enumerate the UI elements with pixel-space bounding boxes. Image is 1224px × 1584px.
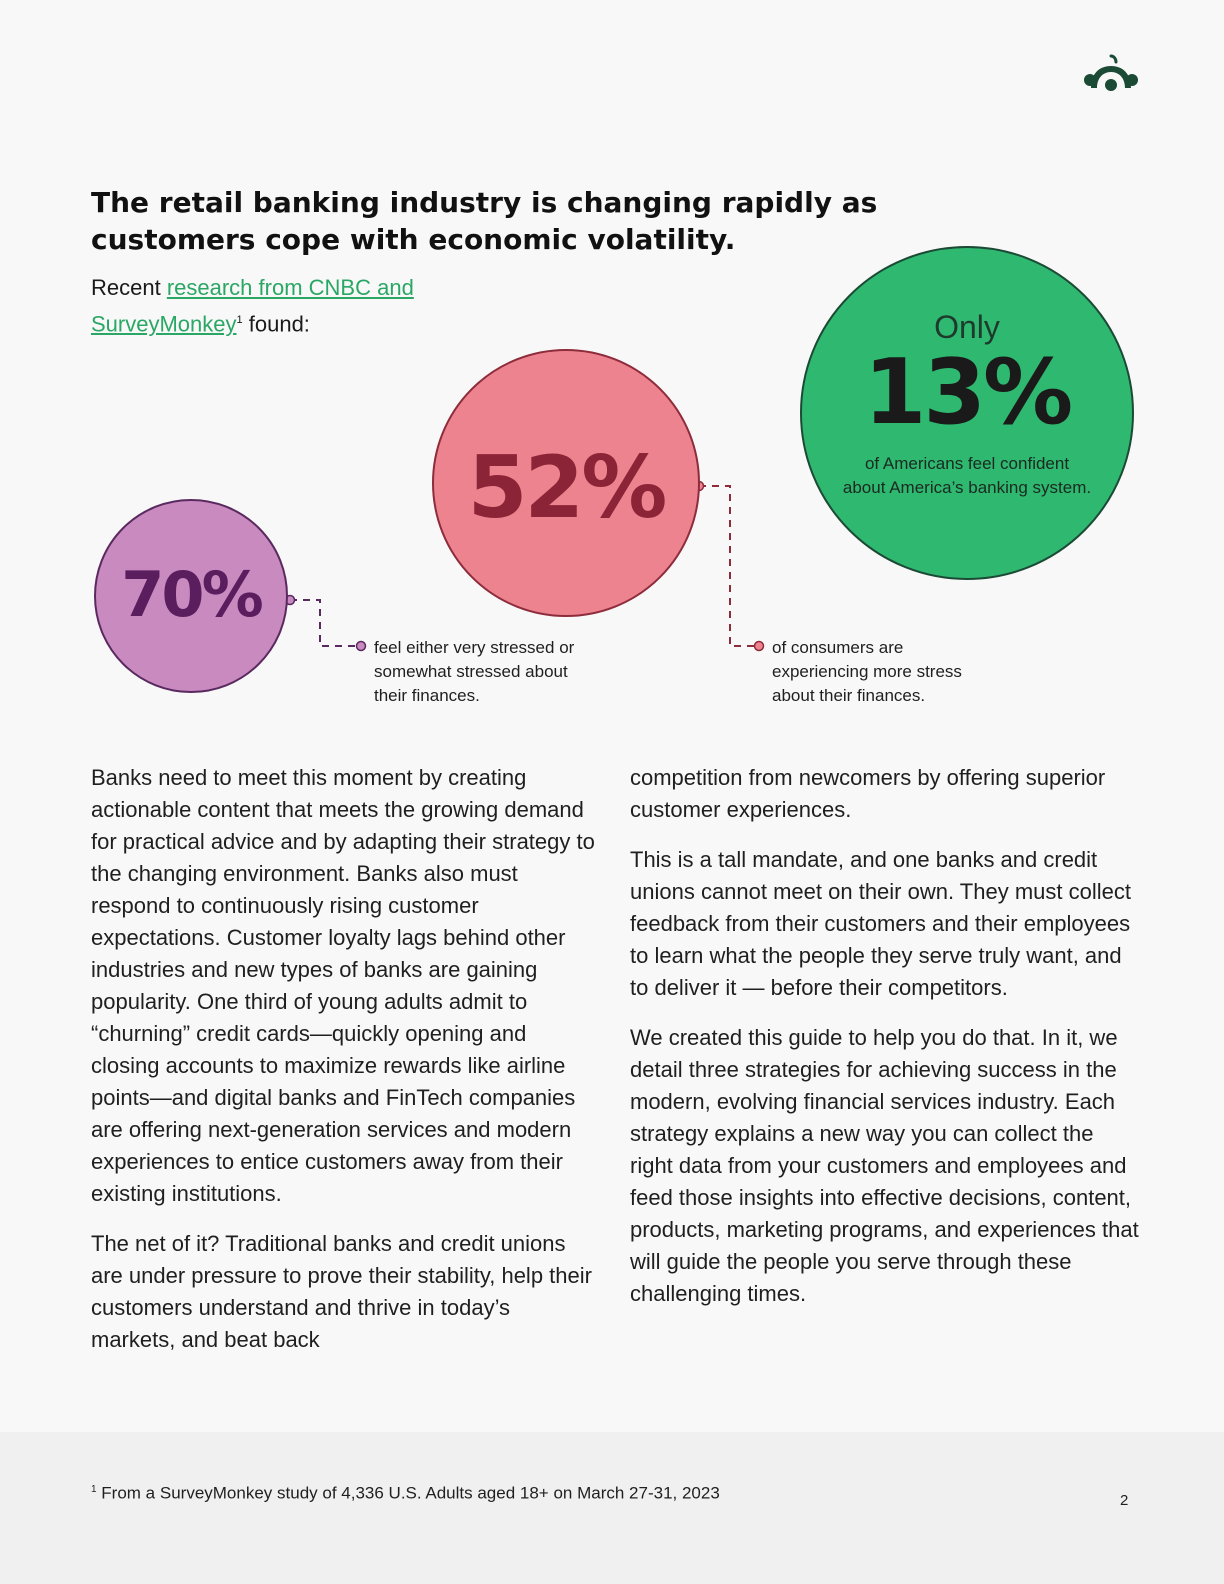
headline: The retail banking industry is changing rapidly as customers cope with economic volatility. xyxy=(91,186,878,256)
stat-circle-70 xyxy=(94,499,288,693)
body-paragraph: Banks need to meet this moment by creating actionable content that meets the growing demand for practical advice and by adapting their strategy to the changing environment. Banks also must respond to continuously rising customer expectations. Customer loyalty lags behind other industries and new types of banks are gaining popularity. One third of young adults admit to “churning” credit cards—quickly opening and closing accounts to maximize rewards like airline points—and digital banks and FinTech companies are offering next-generation services and modern experiences to entice customers away from their existing institutions. xyxy=(91,765,595,1206)
body-column-right xyxy=(630,762,1142,1328)
body-paragraph: competition from newcomers by offering superior customer experiences. xyxy=(630,765,1106,822)
intro-prefix: Recent xyxy=(91,275,167,300)
intro-suffix: found: xyxy=(242,311,310,337)
footer-band xyxy=(0,1432,1224,1584)
research-link[interactable]: research from CNBC and xyxy=(166,275,414,300)
stat-caption-70: feel either very stressed or somewhat stressed about their finances. xyxy=(374,638,575,705)
stat-caption-13: of Americans feel confident about America’s banking system. xyxy=(842,454,1092,497)
body-paragraph: We created this guide to help you do that. In it, we detail three strategies for achieving success in the modern, evolving financial services industry. Each strategy explains a new way you can collect the right data from your customers and employees and feed those insights into effective decisions, content, products, marketing programs, and experiences that will guide the people you serve through these challenging times. xyxy=(630,1025,1139,1306)
footnote-text: From a SurveyMonkey study of 4,336 U.S. Adults aged 18+ on March 27-31, 2023 xyxy=(101,1483,720,1503)
footnote-marker: 1 xyxy=(91,1484,97,1495)
stat-circle-13 xyxy=(800,246,1134,580)
body-column-left xyxy=(91,762,599,1374)
stat-value-52: 52% xyxy=(467,438,665,538)
stat-value-70: 70% xyxy=(121,558,261,631)
footnote xyxy=(91,1478,720,1506)
body-paragraph: The net of it? Traditional banks and credit unions are under pressure to prove their stability, help their customers understand and thrive in today’s markets, and beat back xyxy=(91,1231,592,1352)
stat-prefix-13: Only xyxy=(934,309,1000,345)
stat-value-13: 13% xyxy=(863,340,1071,445)
footnote-ref: 1 xyxy=(236,314,243,326)
page-number: 2 xyxy=(1120,1492,1129,1509)
research-link-cont[interactable]: SurveyMonkey xyxy=(91,311,237,337)
stat-caption-52: of consumers are experiencing more stress about their finances. xyxy=(772,638,962,705)
stat-circle-52 xyxy=(432,349,700,617)
body-paragraph: This is a tall mandate, and one banks and credit unions cannot meet on their own. They must collect feedback from their customers and their employees to learn what the people they serve truly want, and to deliver it — before their competitors. xyxy=(630,847,1131,1000)
